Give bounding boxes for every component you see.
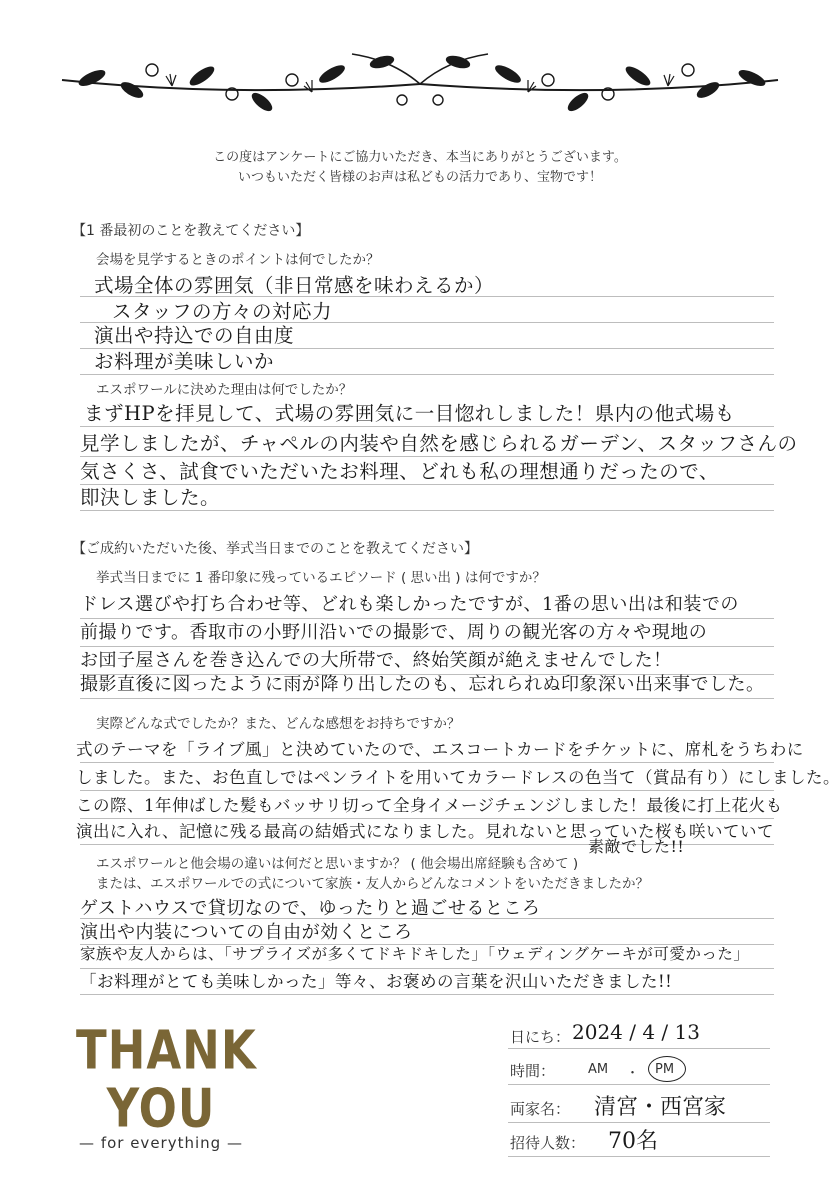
time-label: 時間： — [510, 1062, 556, 1080]
date-label: 日にち： — [510, 1028, 571, 1046]
question-venue-difference: エスポワールと他会場の違いは何だと思いますか？ ( 他会場出席経験も含めて ) — [96, 856, 579, 872]
thank-you-tagline: — for everything — — [79, 1134, 243, 1152]
guests-label: 招待人数： — [510, 1134, 586, 1152]
time-rule — [508, 1084, 770, 1085]
am-option: AM — [588, 1062, 609, 1077]
answer-rule — [80, 426, 774, 427]
answer-rule — [80, 698, 774, 699]
thank-you-logo — [76, 1018, 257, 1152]
guests-value: 70名 — [608, 1129, 658, 1154]
date-rule — [508, 1048, 770, 1049]
section-2-heading: 【ご成約いただいた後、挙式当日までのことを教えてください】 — [72, 541, 478, 557]
answer-line: 式場全体の雰囲気（非日常感を味わえるか） — [94, 274, 495, 297]
intro-line-2: いつもいただく皆様のお声は私どもの活力であり、宝物です！ — [237, 170, 602, 185]
answer-line: この際、1年伸ばした髪もバッサリ切って全身イメージチェンジしました！最後に打上花火も — [76, 796, 783, 815]
answer-line: 演出や持込での自由度 — [94, 324, 295, 347]
answer-line: 「お料理がとても美味しかった」等々、お褒めの言葉を沢山いただきました!! — [80, 972, 673, 991]
answer-rule — [80, 374, 774, 375]
answer-rule — [80, 762, 774, 763]
pm-selected-circle — [648, 1056, 686, 1082]
question-family-comments: または、エスポワールでの式について家族・友人からどんなコメントをいただきましたか？ — [96, 876, 649, 892]
answer-line: まずHPを拝見して、式場の雰囲気に一目惚れしました！県内の他式場も — [84, 402, 735, 425]
answer-line: お料理が美味しいか — [94, 350, 275, 373]
question-viewing-points: 会場を見学するときのポイントは何でしたか？ — [96, 252, 380, 268]
date-value: 2024 / 4 / 13 — [572, 1020, 700, 1044]
question-decision-reason: エスポワールに決めた理由は何でしたか？ — [96, 382, 353, 398]
answer-rule — [80, 510, 774, 511]
answer-line: 撮影直後に図ったように雨が降り出したのも、忘れられぬ印象深い出来事でした。 — [80, 674, 765, 695]
families-rule — [508, 1122, 770, 1123]
answer-line: ゲストハウスで貸切なので、ゆったりと過ごせるところ — [80, 898, 541, 919]
answer-line: 素敵でした!! — [588, 837, 685, 856]
answer-rule — [80, 790, 774, 791]
question-memorable-episode: 挙式当日までに 1 番印象に残っているエピソード ( 思い出 ) は何ですか？ — [96, 570, 546, 586]
question-ceremony-impression: 実際どんな式でしたか？また、どんな感想をお持ちですか？ — [96, 716, 461, 732]
families-label: 両家名： — [510, 1100, 571, 1118]
ampm-separator: ・ — [626, 1066, 640, 1081]
guests-rule — [508, 1156, 770, 1157]
answer-rule — [80, 994, 774, 995]
answer-line: 演出に入れ、記憶に残る最高の結婚式になりました。見れないと思っていた桜も咲いていて — [76, 822, 774, 841]
answer-line: 演出や内装についての自由が効くところ — [80, 922, 413, 943]
answer-line: 前撮りです。香取市の小野川沿いでの撮影で、周りの観光客の方々や現地の — [80, 622, 708, 643]
answer-line: しました。また、お色直しではペンライトを用いてカラードレスの色当て（賞品有り）にしました。 — [76, 768, 840, 787]
answer-line: 即決しました。 — [80, 486, 221, 509]
answer-line: 家族や友人からは、「サプライズが多くてドキドキした」「ウェディングケーキが可愛かった」 — [80, 945, 750, 963]
thank-you-word-2: YOU — [106, 1076, 216, 1140]
section-1-heading: 【1 番最初のことを教えてください】 — [72, 223, 310, 239]
intro-line-1: この度はアンケートにご協力いただき、本当にありがとうございます。 — [213, 150, 627, 165]
thank-you-word-1: THANK — [76, 1018, 257, 1082]
pm-option: PM — [655, 1062, 675, 1077]
answer-line: スタッフの方々の対応力 — [112, 300, 333, 323]
answer-line: 見学しましたが、チャペルの内装や自然を感じられるガーデン、スタッフさんの — [80, 432, 798, 455]
answer-line: ドレス選びや打ち合わせ等、どれも楽しかったですが、1番の思い出は和装での — [80, 594, 739, 615]
families-value: 清宮・西宮家 — [594, 1095, 727, 1120]
answer-line: お団子屋さんを巻き込んでの大所帯で、終始笑顔が絶えませんでした！ — [80, 650, 672, 671]
botanical-garland-icon — [52, 40, 788, 120]
answer-line: 式のテーマを「ライブ風」と決めていたので、エスコートカードをチケットに、席札をうちわに — [76, 740, 804, 759]
answer-line: 気さくさ、試食でいただいたお料理、どれも私の理想通りだったので、 — [80, 460, 719, 483]
